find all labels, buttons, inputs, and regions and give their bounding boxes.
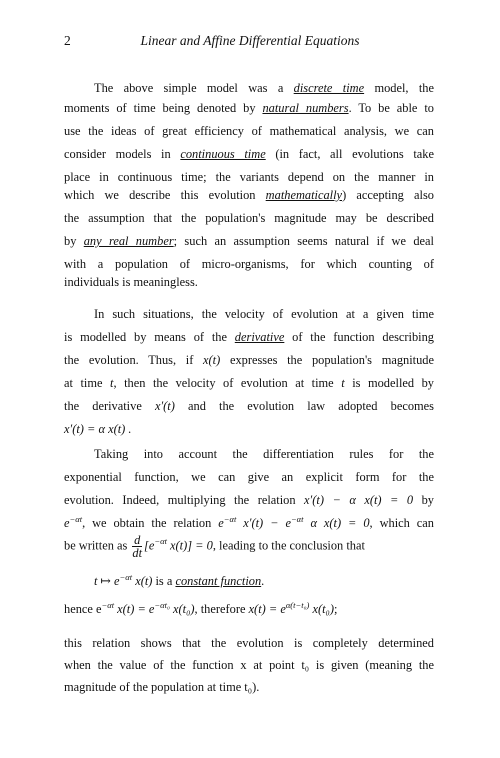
text-line: which we describe this evolution mathematically) accepting also [64,188,434,202]
equation-evolution-law: x′(t) = α x(t) . [64,422,132,436]
text-line: by any real number; such an assumption seems natural if we deal [64,234,434,248]
text-line: place in continuous time; the variants depend on the manner in [64,170,434,184]
text-line: exponential function, we can give an explicit form for the [64,470,434,484]
text-line: moments of time being denoted by natural numbers. To be able to [64,101,434,115]
equation-derivative-line: be written as $\frac{d}{dt}$ [$e^{-\alpha t}$ x(t)] = 0, leading to the conclusion that [64,533,365,560]
page-number: 2 [64,33,71,48]
text-line: The above simple model was a discrete time model, the [94,81,434,95]
text-line: this relation shows that the evolution is completely determined [64,636,434,650]
paragraph-4 [64,635,434,696]
paragraph-1 [64,80,434,291]
paragraph-2 [64,306,434,438]
text-line: evolution. Indeed, multiplying the relation x′(t) − α x(t) = 0 by [64,493,434,507]
text-line: when the value of the function x at point t₀ is given (meaning the [64,658,434,672]
running-title: Linear and Affine Differential Equations [140,33,360,48]
text-line: the evolution. Thus, if x(t) expresses the population's magnitude [64,353,434,367]
text-line: Taking into account the differentiation rules for the [94,447,434,461]
text-line: with a population of micro-organisms, for which counting of [64,257,434,271]
text-line: is modelled by means of the derivative of the function describing [64,330,434,344]
text-line: the derivative x′(t) and the evolution law adopted becomes [64,399,434,413]
text-line: consider models in continuous time (in fact, all evolutions take [64,147,434,161]
text-line: magnitude of the population at time t₀). [64,680,260,694]
page-header [64,33,436,51]
text-line: $e^{-\alpha t}$, we obtain the relation $e^{-\alpha t}$ $x'(t) - e^{-\alpha t}$ α x(t) = 0, which can [64,513,434,530]
text-line: In such situations, the velocity of evolution at a given time [94,307,434,321]
equation-constant-function: t ↦ $e^{-\alpha t}$ x(t) is a constant function. [94,571,265,588]
fraction-d-dt: $\frac{d}{dt}$ [132,533,143,560]
equation-solution: hence $e^{-\alpha t}$ $x(t) = e^{-\alpha t_0}$ x(t₀), therefore $x(t) = e^{\alpha(t-t_0)}$ x(t₀); [64,599,338,616]
text-line: at time t, then the velocity of evolution at time t is modelled by [64,376,434,390]
text-line: the assumption that the population's magnitude may be described [64,211,434,225]
text-line: use the ideas of great efficiency of mathematical analysis, we can [64,124,434,138]
paragraph-3 [64,446,434,532]
text-line: individuals is meaningless. [64,275,198,289]
